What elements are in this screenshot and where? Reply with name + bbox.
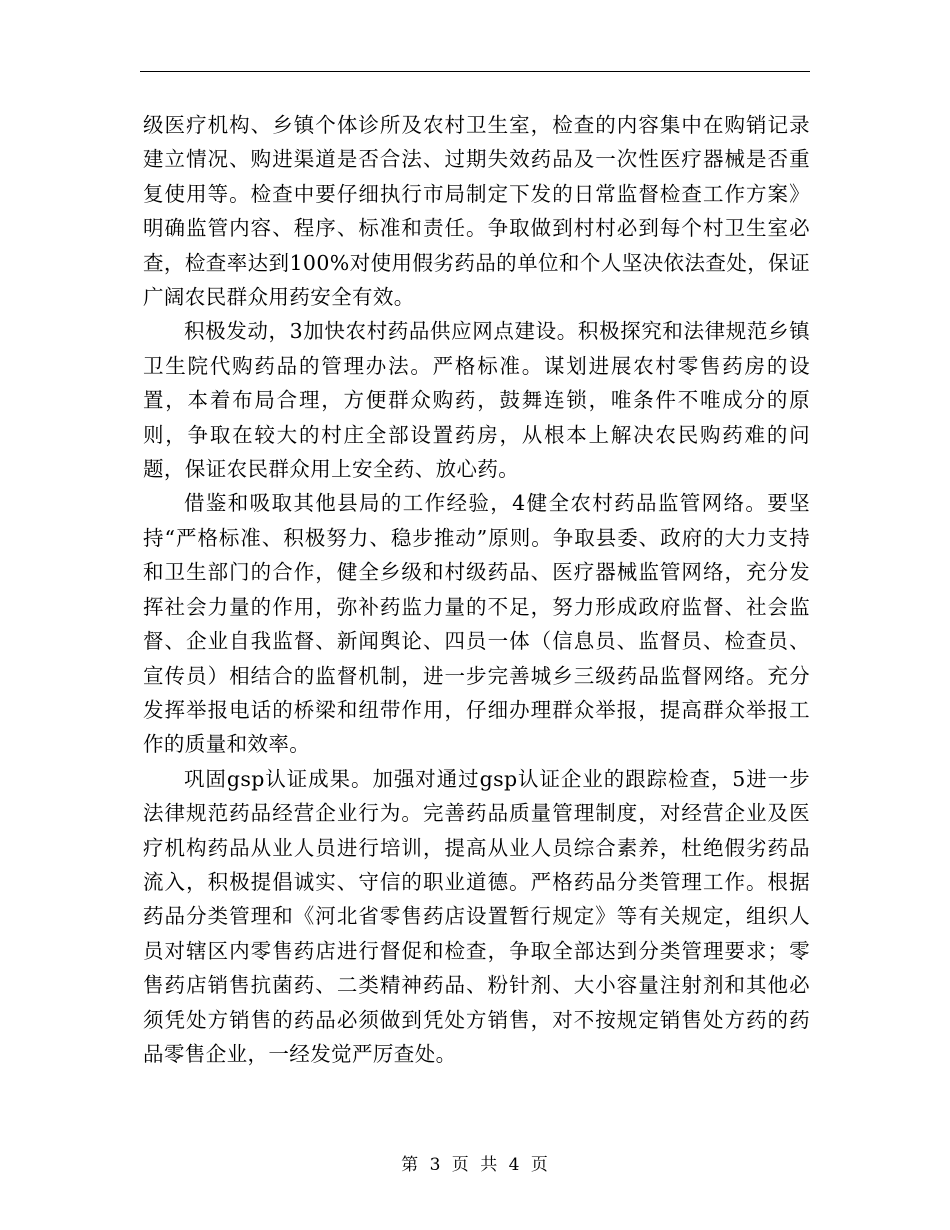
page-number: 第 3 页 共 4 页 [401,1155,549,1175]
document-body [143,108,810,1071]
paragraph-2: 积极发动，3加快农村药品供应网点建设。积极探究和法律规范乡镇卫生院代购药品的管理办法。严格标准。谋划进展农村零售药房的设置，本着布局合理，方便群众购药，鼓舞连锁，唯条件不唯成分的原则，争取在较大的村庄全部设置药房，从根本上解决农民购药难的问题，保证农民群众用上安全药、放心药。 [143,319,810,482]
paragraph-4: 巩固gsp认证成果。加强对通过gsp认证企业的跟踪检查，5进一步法律规范药品经营企业行为。完善药品质量管理制度，对经营企业及医疗机构药品从业人员进行培训，提高从业人员综合素养，杜绝假劣药品流入，积极提倡诚实、守信的职业道德。严格药品分类管理工作。根据药品分类管理和《河北省零售药店设置暂行规定》等有关规定，组织人员对辖区内零售药店进行督促和检查，争取全部达到分类管理要求；零售药店销售抗菌药、二类精神药品、粉针剂、大小容量注射剂和其他必须凭处方销售的药品必须做到凭处方销售，对不按规定销售处方药的药品零售企业，一经发觉严厉查处。 [143,766,810,1066]
paragraph-3: 借鉴和吸取其他县局的工作经验，4健全农村药品监管网络。要坚持“严格标准、积极努力、稳步推动”原则。争取县委、政府的大力支持和卫生部门的合作，健全乡级和村级药品、医疗器械监管网络，充分发挥社会力量的作用，弥补药监力量的不足，努力形成政府监督、社会监督、企业自我监督、新闻舆论、四员一体（信息员、监督员、检查员、宣传员）相结合的监督机制，进一步完善城乡三级药品监督网络。充分发挥举报电话的桥梁和纽带作用，仔细办理群众举报，提高群众举报工作的质量和效率。 [143,491,810,757]
paragraph-1: 级医疗机构、乡镇个体诊所及农村卫生室，检查的内容集中在购销记录建立情况、购进渠道是否合法、过期失效药品及一次性医疗器械是否重复使用等。检查中要仔细执行市局制定下发的日常监督检查工作方案》明确监管内容、程序、标准和责任。争取做到村村必到每个村卫生室必查，检查率达到100%对使用假劣药品的单位和个人坚决依法查处，保证广阔农民群众用药安全有效。 [143,113,810,310]
header-rule [140,71,810,72]
